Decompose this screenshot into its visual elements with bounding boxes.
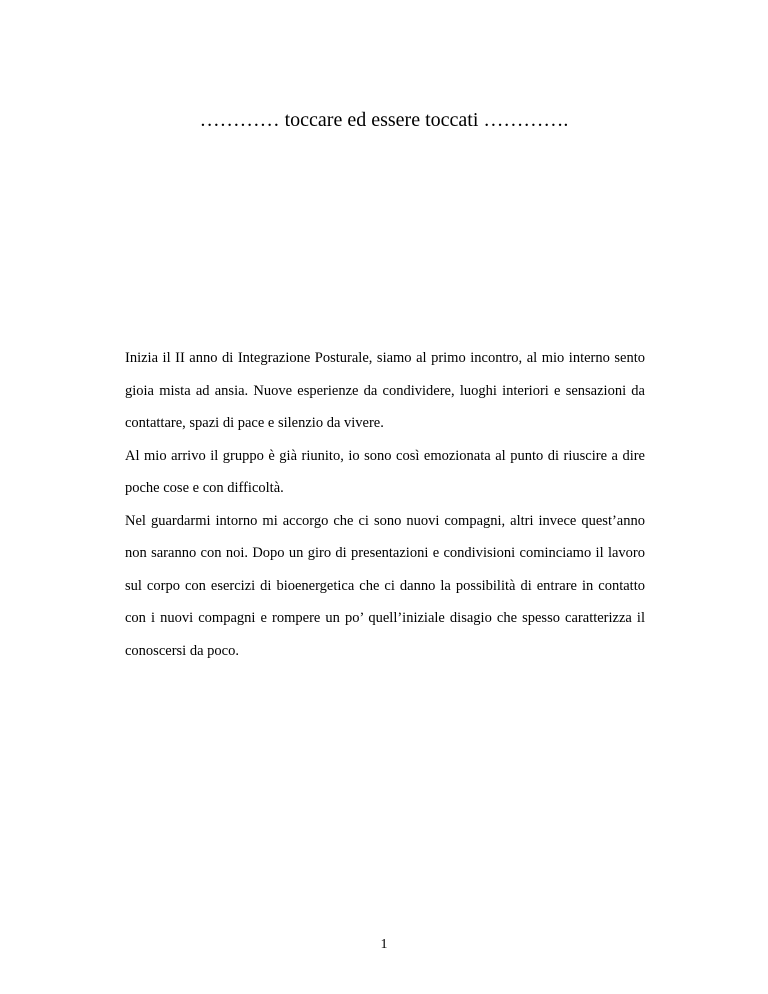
paragraph-1: Inizia il II anno di Integrazione Posturale, siamo al primo incontro, al mio interno sento gioia mista ad ansia. Nuove esperienze da condividere, luoghi interiori e sensazioni da contattare, spazi di pace e silenzio da vivere. bbox=[125, 350, 645, 431]
document-title: ………… toccare ed essere toccati …………. bbox=[199, 109, 569, 131]
document-body bbox=[125, 342, 645, 667]
paragraph-3: Nel guardarmi intorno mi accorgo che ci sono nuovi compagni, altri invece quest’anno non saranno con noi. Dopo un giro di presentazioni e condivisioni cominciamo il lavoro sul corpo con esercizi di bioenergetica che ci danno la possibilità di entrare in contatto con i nuovi compagni e rompere un po’ quell’iniziale disagio che spesso caratterizza il conoscersi da poco. bbox=[125, 512, 645, 659]
paragraph-2: Al mio arrivo il gruppo è già riunito, io sono così emozionata al punto di riuscire a dire poche cose e con difficoltà. bbox=[125, 447, 645, 496]
page-number: 1 bbox=[380, 937, 388, 952]
